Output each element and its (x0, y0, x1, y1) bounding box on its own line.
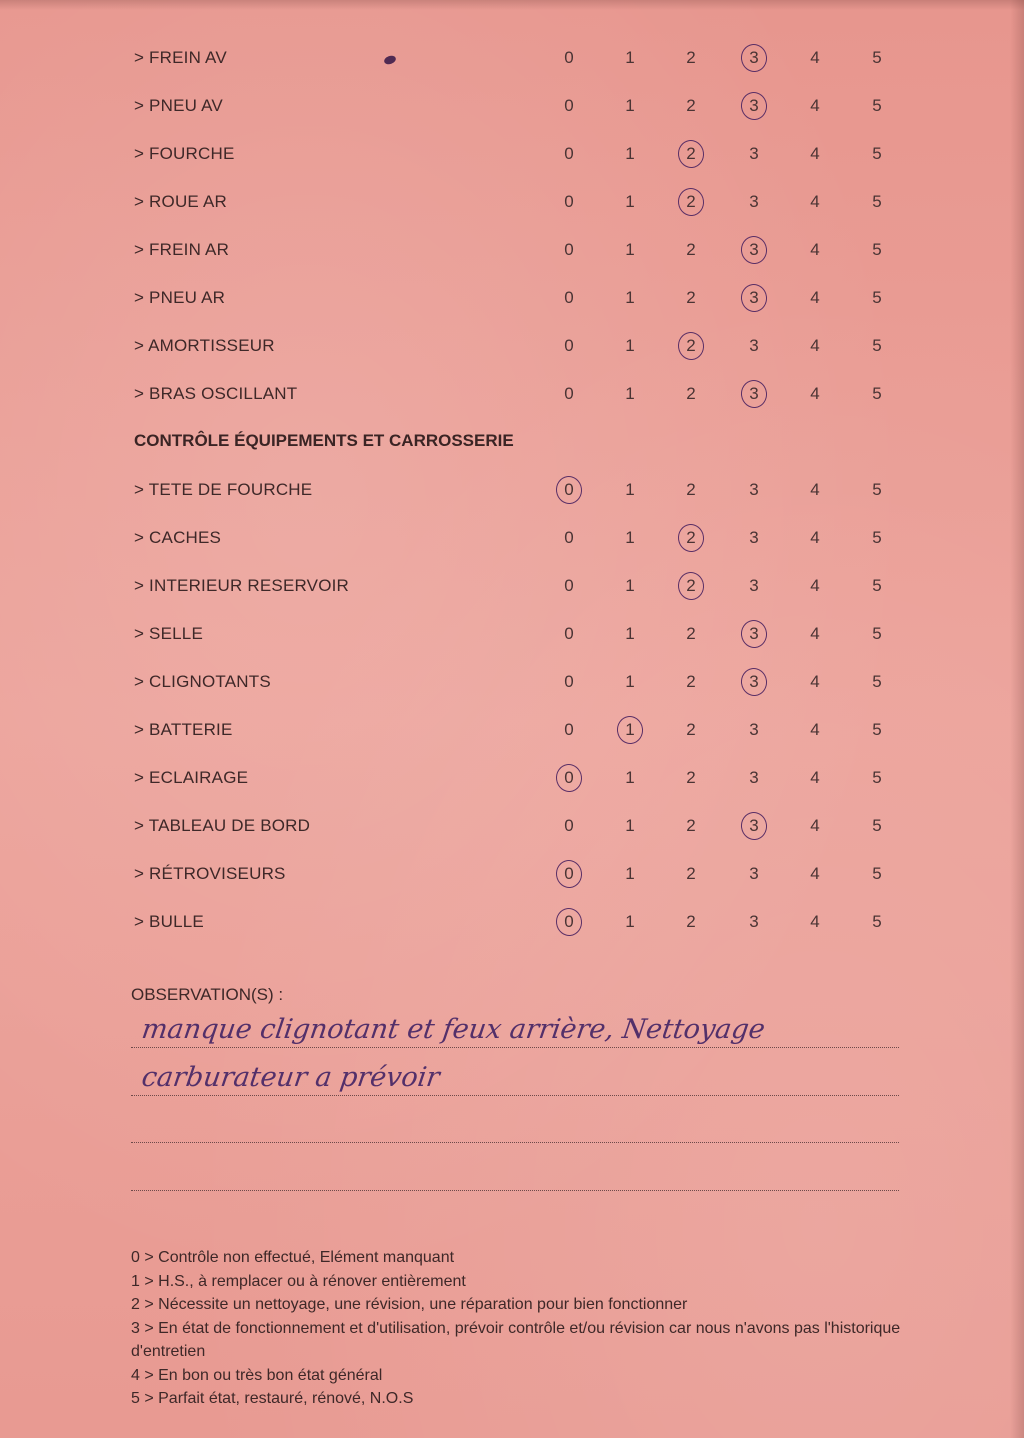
score-3[interactable]: 3 (749, 576, 759, 595)
score-1[interactable]: 1 (625, 48, 635, 67)
score-1[interactable]: 1 (625, 624, 635, 643)
score-3[interactable]: 3 (740, 814, 768, 838)
score-5[interactable]: 5 (872, 864, 882, 883)
score-3[interactable]: 3 (740, 94, 768, 118)
score-0[interactable]: 0 (564, 672, 574, 691)
legend-item: 1 > H.S., à remplacer ou à rénover entièrement (131, 1272, 466, 1290)
score-0[interactable]: 0 (564, 240, 574, 259)
score-1[interactable]: 1 (625, 144, 635, 163)
score-4[interactable]: 4 (810, 864, 820, 883)
row-label: > TETE DE FOURCHE (134, 480, 313, 499)
rating-legend (131, 1246, 911, 1411)
score-2[interactable]: 2 (686, 768, 696, 787)
score-4[interactable]: 4 (810, 336, 820, 355)
score-3[interactable]: 3 (740, 670, 768, 694)
score-0[interactable]: 0 (564, 576, 574, 595)
score-5[interactable]: 5 (872, 912, 882, 931)
score-2[interactable]: 2 (677, 526, 705, 550)
score-2[interactable]: 2 (686, 384, 696, 403)
row-label: > BULLE (134, 912, 204, 931)
row-label: > PNEU AV (134, 96, 223, 115)
rating-row-interieur-reservoir (0, 562, 1024, 610)
score-3[interactable]: 3 (740, 622, 768, 646)
score-4[interactable]: 4 (810, 720, 820, 739)
section-title: CONTRÔLE ÉQUIPEMENTS ET CARROSSERIE (134, 431, 514, 450)
score-4[interactable]: 4 (810, 672, 820, 691)
rating-row-frein-ar (0, 226, 1024, 274)
row-label: > TABLEAU DE BORD (134, 816, 311, 835)
score-0[interactable]: 0 (564, 48, 574, 67)
score-3[interactable]: 3 (749, 528, 759, 547)
legend-item: 5 > Parfait état, restauré, rénové, N.O.S (131, 1390, 414, 1407)
score-1[interactable]: 1 (625, 480, 635, 499)
score-4[interactable]: 4 (810, 480, 820, 499)
handwritten-observation-line-2: carburateur a prévoir (139, 1062, 442, 1093)
rating-row-bras-oscillant (0, 370, 1024, 418)
rating-row-amortisseur (0, 322, 1024, 370)
score-4[interactable]: 4 (810, 528, 820, 547)
score-2[interactable]: 2 (677, 574, 705, 598)
score-1[interactable]: 1 (616, 718, 644, 742)
score-4[interactable]: 4 (810, 144, 820, 163)
score-4[interactable]: 4 (810, 48, 820, 67)
rating-row-fourche (0, 130, 1024, 178)
rating-row-tete-de-fourche (0, 466, 1024, 514)
rating-row-tableau-de-bord (0, 802, 1024, 850)
score-3[interactable]: 3 (749, 768, 759, 787)
legend-item: 4 > En bon ou très bon état général (131, 1366, 383, 1384)
observation-dotted-line[interactable] (131, 1190, 899, 1191)
rating-row-caches (0, 514, 1024, 562)
score-1[interactable]: 1 (625, 192, 635, 211)
score-3[interactable]: 3 (749, 720, 759, 739)
score-2[interactable]: 2 (686, 624, 696, 643)
score-3[interactable]: 3 (740, 286, 768, 310)
score-2[interactable]: 2 (686, 48, 696, 67)
score-0[interactable]: 0 (564, 720, 574, 739)
row-label: > FOURCHE (134, 144, 235, 163)
score-3[interactable]: 3 (740, 46, 768, 70)
score-5[interactable]: 5 (872, 288, 882, 307)
score-4[interactable]: 4 (810, 240, 820, 259)
row-label: > CLIGNOTANTS (134, 672, 271, 691)
score-4[interactable]: 4 (810, 912, 820, 931)
score-1[interactable]: 1 (625, 816, 635, 835)
score-4[interactable]: 4 (810, 768, 820, 787)
row-label: > FREIN AR (134, 240, 230, 259)
score-1[interactable]: 1 (625, 768, 635, 787)
row-label: > AMORTISSEUR (134, 336, 275, 355)
score-2[interactable]: 2 (677, 142, 705, 166)
score-0[interactable]: 0 (555, 478, 583, 502)
score-5[interactable]: 5 (872, 528, 882, 547)
rating-row-selle (0, 610, 1024, 658)
section-header (0, 418, 1024, 466)
score-5[interactable]: 5 (872, 384, 882, 403)
score-4[interactable]: 4 (810, 816, 820, 835)
score-0[interactable]: 0 (564, 624, 574, 643)
score-5[interactable]: 5 (872, 624, 882, 643)
rating-row-clignotants (0, 658, 1024, 706)
row-label: > CACHES (134, 528, 222, 547)
legend-item: 3 > En état de fonctionnement et d'utilisation, prévoir contrôle et/ou révision car nous n'avons pas l'historique d'entretien (131, 1319, 901, 1360)
row-label: > INTERIEUR RESERVOIR (134, 576, 350, 595)
score-0[interactable]: 0 (564, 528, 574, 547)
row-label: > BATTERIE (134, 720, 233, 739)
score-1[interactable]: 1 (625, 96, 635, 115)
score-5[interactable]: 5 (872, 192, 882, 211)
score-1[interactable]: 1 (625, 912, 635, 931)
score-2[interactable]: 2 (686, 288, 696, 307)
row-label: > PNEU AR (134, 288, 226, 307)
score-5[interactable]: 5 (872, 576, 882, 595)
score-0[interactable]: 0 (564, 384, 574, 403)
score-4[interactable]: 4 (810, 192, 820, 211)
row-label: > SELLE (134, 624, 203, 643)
score-5[interactable]: 5 (872, 240, 882, 259)
score-5[interactable]: 5 (872, 720, 882, 739)
score-2[interactable]: 2 (686, 480, 696, 499)
score-5[interactable]: 5 (872, 144, 882, 163)
score-0[interactable]: 0 (555, 910, 583, 934)
score-2[interactable]: 2 (686, 816, 696, 835)
rating-row-frein-av (0, 34, 1024, 82)
score-2[interactable]: 2 (686, 720, 696, 739)
score-3[interactable]: 3 (749, 480, 759, 499)
score-3[interactable]: 3 (749, 336, 759, 355)
rating-row-batterie (0, 706, 1024, 754)
score-3[interactable]: 3 (749, 144, 759, 163)
score-0[interactable]: 0 (564, 96, 574, 115)
score-1[interactable]: 1 (625, 240, 635, 259)
score-1[interactable]: 1 (625, 384, 635, 403)
observation-dotted-line[interactable] (131, 1142, 899, 1143)
paper-edge-top (0, 0, 1024, 10)
score-0[interactable]: 0 (564, 288, 574, 307)
score-1[interactable]: 1 (625, 288, 635, 307)
observations-title: OBSERVATION(S) : (131, 985, 284, 1004)
score-0[interactable]: 0 (564, 192, 574, 211)
score-3[interactable]: 3 (740, 382, 768, 406)
score-2[interactable]: 2 (686, 672, 696, 691)
score-4[interactable]: 4 (810, 288, 820, 307)
row-label: > BRAS OSCILLANT (134, 384, 298, 403)
score-3[interactable]: 3 (749, 912, 759, 931)
rating-row-roue-ar (0, 178, 1024, 226)
legend-item: 0 > Contrôle non effectué, Elément manquant (131, 1249, 455, 1266)
score-2[interactable]: 2 (686, 912, 696, 931)
score-1[interactable]: 1 (625, 864, 635, 883)
score-4[interactable]: 4 (810, 624, 820, 643)
score-2[interactable]: 2 (686, 240, 696, 259)
score-5[interactable]: 5 (872, 672, 882, 691)
row-label: > ROUE AR (134, 192, 227, 211)
score-2[interactable]: 2 (686, 96, 696, 115)
row-label: > ECLAIRAGE (134, 768, 249, 787)
legend-item: 2 > Nécessite un nettoyage, une révision, une réparation pour bien fonctionner (131, 1296, 688, 1313)
score-4[interactable]: 4 (810, 384, 820, 403)
handwritten-observation-line-1: manque clignotant et feux arrière, Nettoyage (139, 1014, 767, 1045)
score-1[interactable]: 1 (625, 672, 635, 691)
score-5[interactable]: 5 (872, 768, 882, 787)
rating-rows (0, 34, 1024, 946)
score-5[interactable]: 5 (872, 816, 882, 835)
observation-dotted-line[interactable] (131, 1095, 899, 1096)
row-label: > FREIN AV (134, 48, 227, 67)
score-5[interactable]: 5 (872, 48, 882, 67)
score-5[interactable]: 5 (872, 96, 882, 115)
score-0[interactable]: 0 (564, 336, 574, 355)
score-2[interactable]: 2 (686, 864, 696, 883)
score-1[interactable]: 1 (625, 576, 635, 595)
rating-row-retroviseurs (0, 850, 1024, 898)
score-1[interactable]: 1 (625, 336, 635, 355)
score-1[interactable]: 1 (625, 528, 635, 547)
score-4[interactable]: 4 (810, 576, 820, 595)
score-0[interactable]: 0 (555, 766, 583, 790)
rating-row-eclairage (0, 754, 1024, 802)
score-3[interactable]: 3 (740, 238, 768, 262)
score-0[interactable]: 0 (564, 816, 574, 835)
score-4[interactable]: 4 (810, 96, 820, 115)
score-0[interactable]: 0 (555, 862, 583, 886)
score-5[interactable]: 5 (872, 480, 882, 499)
score-0[interactable]: 0 (564, 144, 574, 163)
row-label: > RÉTROVISEURS (134, 864, 286, 883)
score-3[interactable]: 3 (749, 192, 759, 211)
score-2[interactable]: 2 (677, 190, 705, 214)
score-2[interactable]: 2 (677, 334, 705, 358)
rating-row-pneu-av (0, 82, 1024, 130)
rating-row-pneu-ar (0, 274, 1024, 322)
rating-row-bulle (0, 898, 1024, 946)
observation-dotted-line[interactable] (131, 1047, 899, 1048)
score-3[interactable]: 3 (749, 864, 759, 883)
score-5[interactable]: 5 (872, 336, 882, 355)
